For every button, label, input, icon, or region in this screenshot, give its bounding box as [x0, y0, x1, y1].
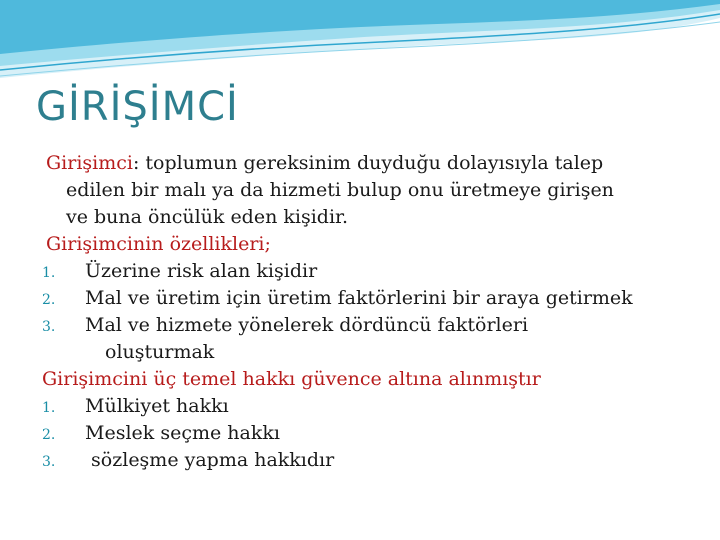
list-number: 3.	[42, 454, 56, 470]
list-item	[30, 312, 700, 366]
list-item	[30, 285, 700, 312]
list-item-text: Mal ve üretim için üretim faktörlerini bir araya getirmek	[85, 287, 633, 309]
list-item-continuation: oluşturmak	[105, 341, 215, 363]
term-girisimci: Girişimci	[46, 152, 133, 174]
slide-body	[30, 150, 700, 474]
definition-line-3: ve buna öncülük eden kişidir.	[66, 206, 349, 228]
slide-title: GİRİŞİMCİ	[36, 84, 239, 130]
rights-heading: Girişimcini üç temel hakkı güvence altına alınmıştır	[42, 368, 541, 390]
features-heading	[30, 231, 700, 258]
list-number: 1.	[42, 400, 56, 416]
list-item-text: sözleşme yapma hakkıdır	[85, 449, 335, 471]
list-item	[30, 393, 700, 420]
definition-text: : toplumun gereksinim duyduğu dolayısıyla talep	[132, 152, 604, 174]
list-item-text: Mal ve hizmete yönelerek dördüncü faktörleri	[85, 314, 529, 336]
definition-line-2: edilen bir malı ya da hizmeti bulup onu üretmeye girişen	[66, 179, 614, 201]
header-wave-decoration	[0, 0, 720, 90]
list-number: 2.	[42, 427, 56, 443]
list-number: 3.	[42, 319, 56, 335]
list-item	[30, 447, 700, 474]
list-number: 1.	[42, 265, 56, 281]
list-item-text: Üzerine risk alan kişidir	[85, 260, 318, 282]
list-item-text: Meslek seçme hakkı	[85, 422, 280, 444]
definition-paragraph	[30, 150, 700, 231]
list-item	[30, 258, 700, 285]
list-number: 2.	[42, 292, 56, 308]
list-item-text: Mülkiyet hakkı	[85, 395, 229, 417]
features-heading-text: Girişimcinin özellikleri;	[46, 233, 271, 255]
list-item	[30, 420, 700, 447]
